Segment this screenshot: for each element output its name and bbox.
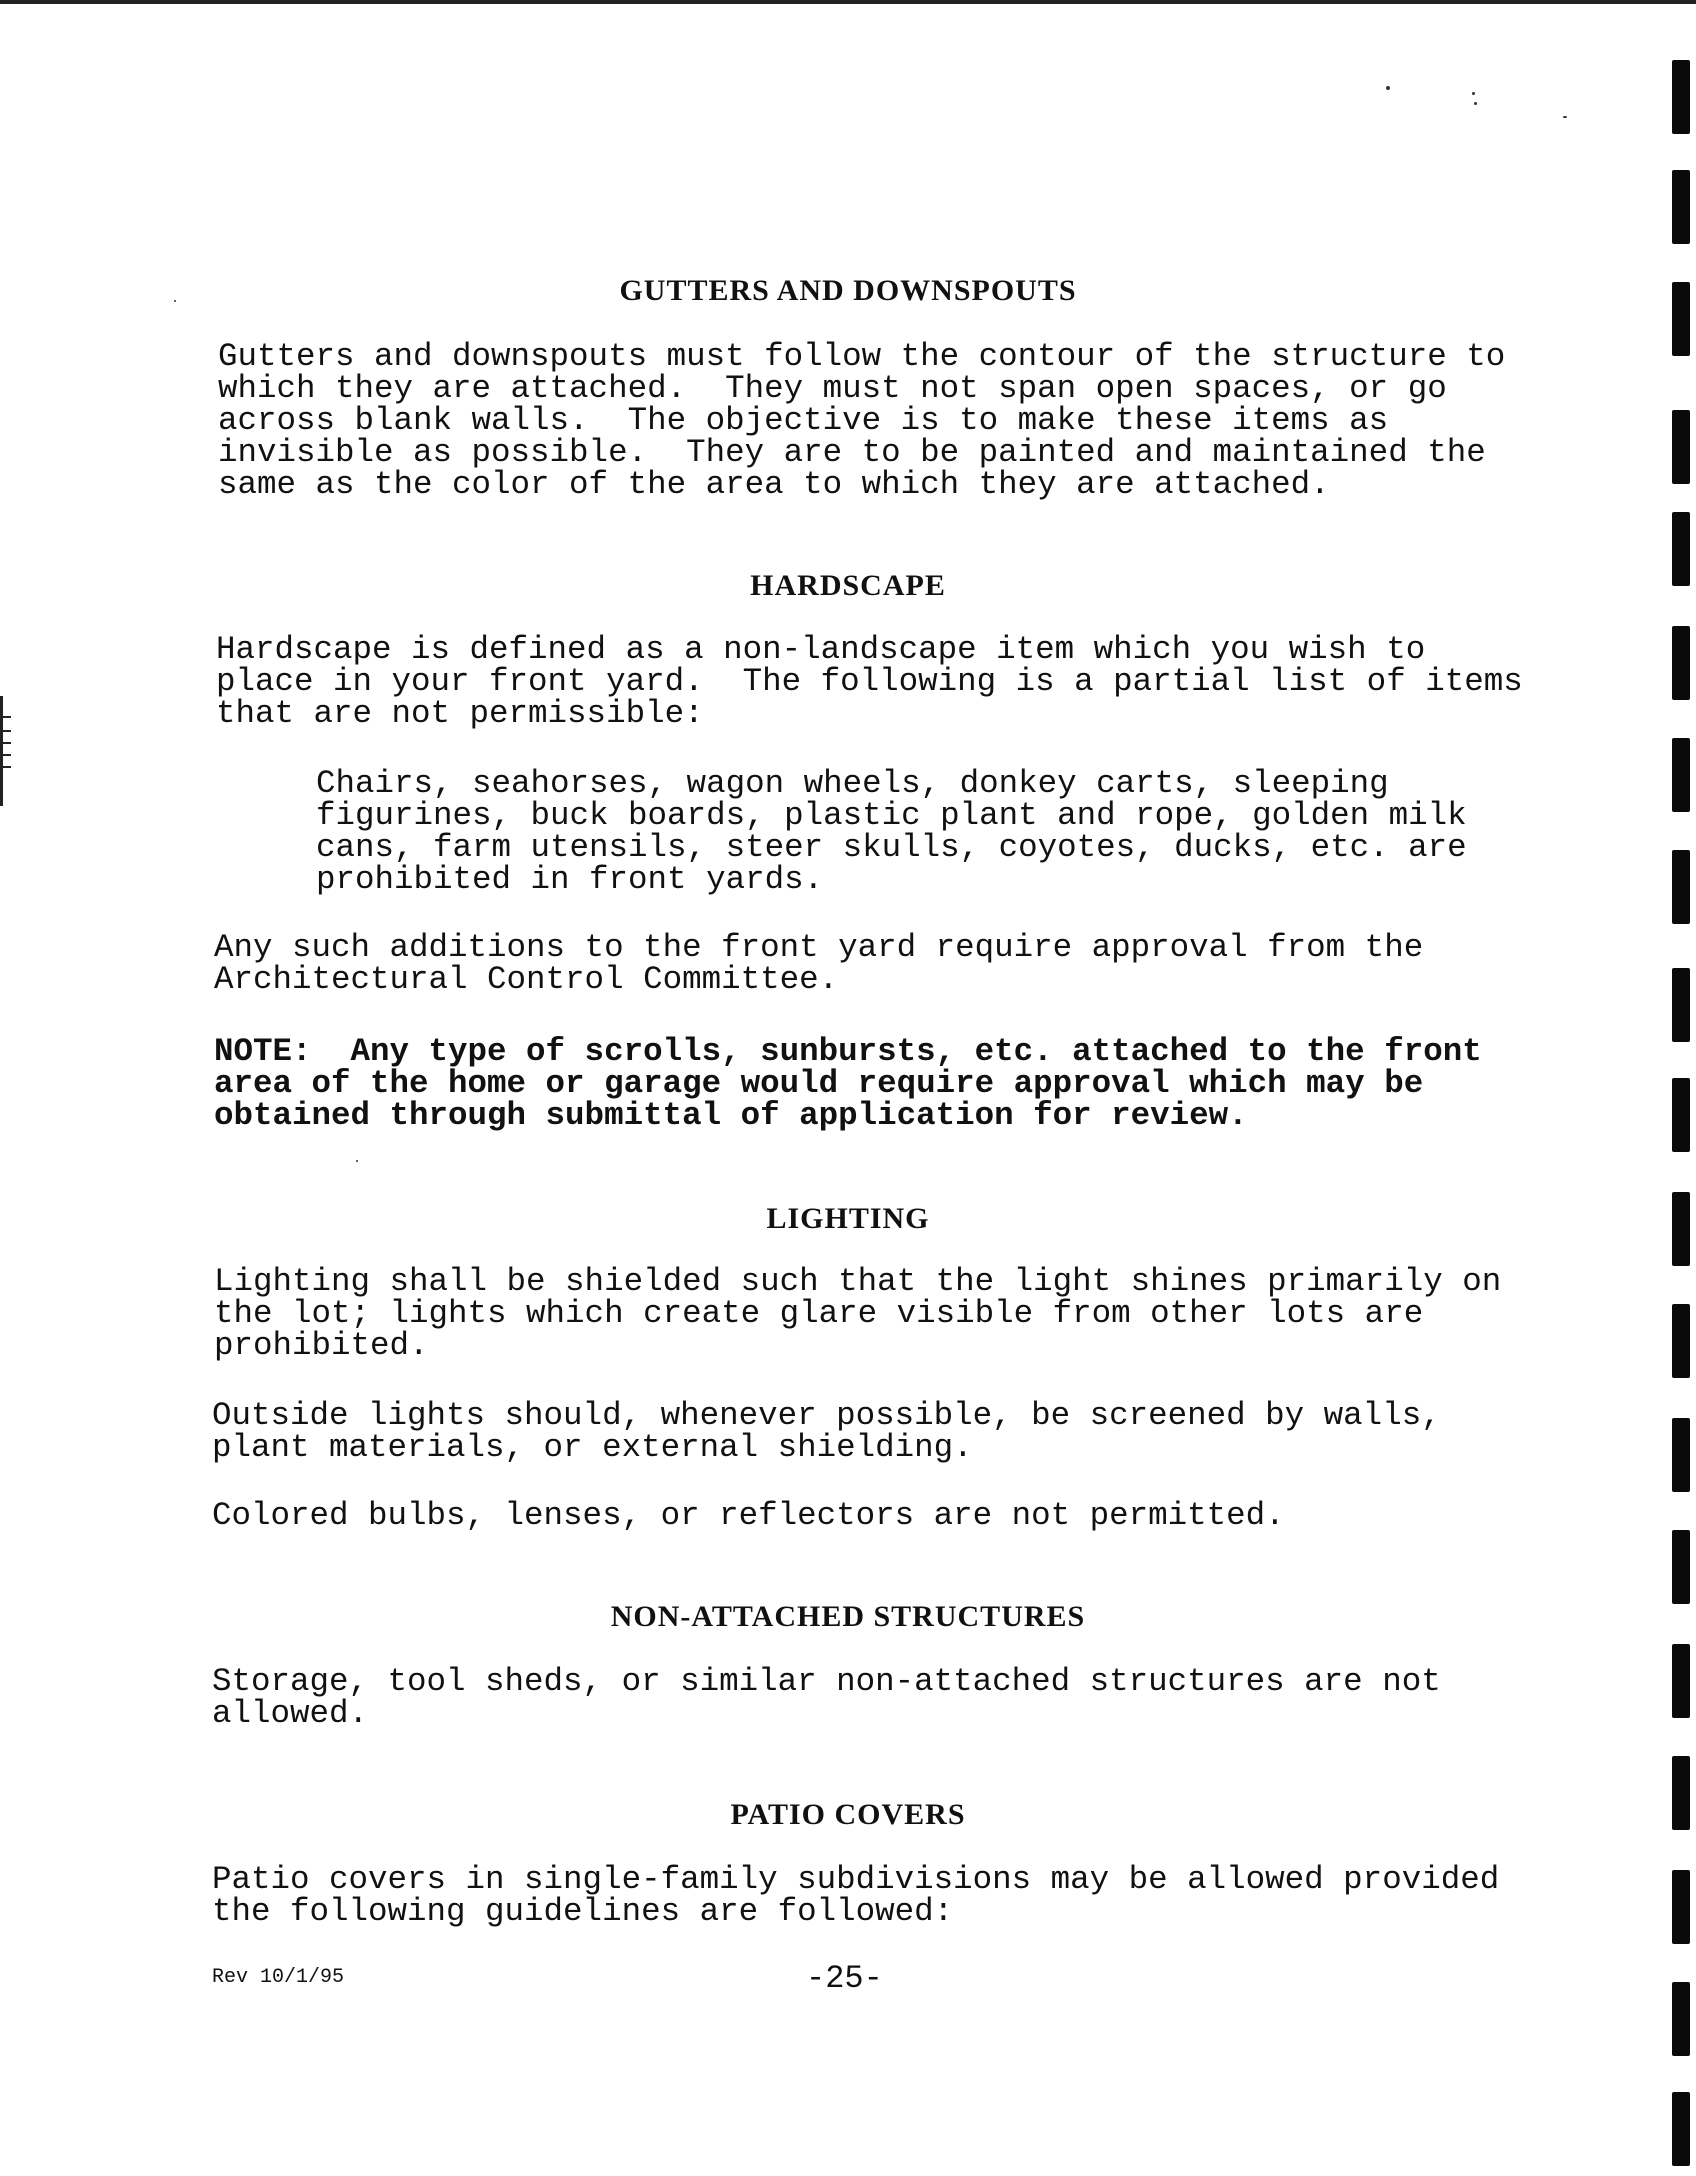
revision-date: Rev 10/1/95	[212, 1966, 345, 1989]
scan-top-edge	[0, 0, 1696, 4]
lighting-line: the lot; lights which create glare visible from other lots are	[214, 1295, 1424, 1332]
lighting-line: prohibited.	[214, 1327, 429, 1364]
binding-hole	[1672, 1304, 1690, 1378]
scan-speck	[1563, 116, 1567, 118]
gutters-line: across blank walls. The objective is to make these items as	[218, 402, 1389, 439]
binding-hole	[1672, 1982, 1690, 2056]
patio-line: the following guidelines are followed:	[212, 1893, 954, 1930]
section-heading-patio: PATIO COVERS	[730, 1798, 966, 1831]
hardscape-intro-line: place in your front yard. The following is a partial list of items	[216, 663, 1523, 700]
section-heading-hardscape: HARDSCAPE	[750, 569, 946, 602]
hardscape-note-line: obtained through submittal of application for review.	[214, 1097, 1248, 1134]
hardscape-list-line: figurines, buck boards, plastic plant and rope, golden milk	[316, 797, 1467, 834]
scan-margin-marks	[0, 696, 13, 806]
binding-hole	[1672, 1870, 1690, 1944]
gutters-line: which they are attached. They must not span open spaces, or go	[218, 370, 1447, 407]
binding-hole	[1672, 1078, 1690, 1152]
hardscape-intro-line: Hardscape is defined as a non-landscape item which you wish to	[216, 631, 1426, 668]
hardscape-note-line: NOTE: Any type of scrolls, sunbursts, etc. attached to the front	[214, 1033, 1482, 1070]
scan-speck	[1386, 86, 1390, 90]
binding-hole	[1672, 626, 1690, 700]
patio-line: Patio covers in single-family subdivisions may be allowed provided	[212, 1861, 1500, 1898]
gutters-line: same as the color of the area to which they are attached.	[218, 466, 1330, 503]
lighting-line: Outside lights should, whenever possible, be screened by walls,	[212, 1397, 1441, 1434]
binding-holes	[1672, 60, 1692, 2170]
scan-speck	[1472, 92, 1475, 95]
hardscape-list-line: prohibited in front yards.	[316, 861, 824, 898]
binding-hole	[1672, 1418, 1690, 1492]
scan-speck	[1474, 102, 1477, 105]
binding-hole	[1672, 170, 1690, 244]
binding-hole	[1672, 738, 1690, 812]
binding-hole	[1672, 968, 1690, 1042]
hardscape-approval-line: Architectural Control Committee.	[214, 961, 839, 998]
non-attached-line: Storage, tool sheds, or similar non-attached structures are not	[212, 1663, 1441, 1700]
section-heading-lighting: LIGHTING	[766, 1202, 930, 1235]
hardscape-note-line: area of the home or garage would require approval which may be	[214, 1065, 1424, 1102]
binding-hole	[1672, 1530, 1690, 1604]
gutters-line: invisible as possible. They are to be painted and maintained the	[218, 434, 1486, 471]
binding-hole	[1672, 1644, 1690, 1718]
binding-hole	[1672, 2092, 1690, 2166]
lighting-line: plant materials, or external shielding.	[212, 1429, 973, 1466]
lighting-line: Colored bulbs, lenses, or reflectors are not permitted.	[212, 1497, 1285, 1534]
hardscape-intro-line: that are not permissible:	[216, 695, 704, 732]
binding-hole	[1672, 60, 1690, 134]
hardscape-approval-line: Any such additions to the front yard require approval from the	[214, 929, 1424, 966]
hardscape-list-line: Chairs, seahorses, wagon wheels, donkey carts, sleeping	[316, 765, 1389, 802]
section-heading-gutters: GUTTERS AND DOWNSPOUTS	[619, 274, 1077, 307]
scan-speck	[356, 1160, 358, 1162]
binding-hole	[1672, 850, 1690, 924]
binding-hole	[1672, 410, 1690, 484]
section-heading-non-attached: NON-ATTACHED STRUCTURES	[610, 1600, 1086, 1633]
lighting-line: Lighting shall be shielded such that the light shines primarily on	[214, 1263, 1502, 1300]
non-attached-line: allowed.	[212, 1695, 369, 1732]
hardscape-list-line: cans, farm utensils, steer skulls, coyotes, ducks, etc. are	[316, 829, 1467, 866]
page-number: -25-	[806, 1960, 883, 1997]
gutters-line: Gutters and downspouts must follow the contour of the structure to	[218, 338, 1506, 375]
